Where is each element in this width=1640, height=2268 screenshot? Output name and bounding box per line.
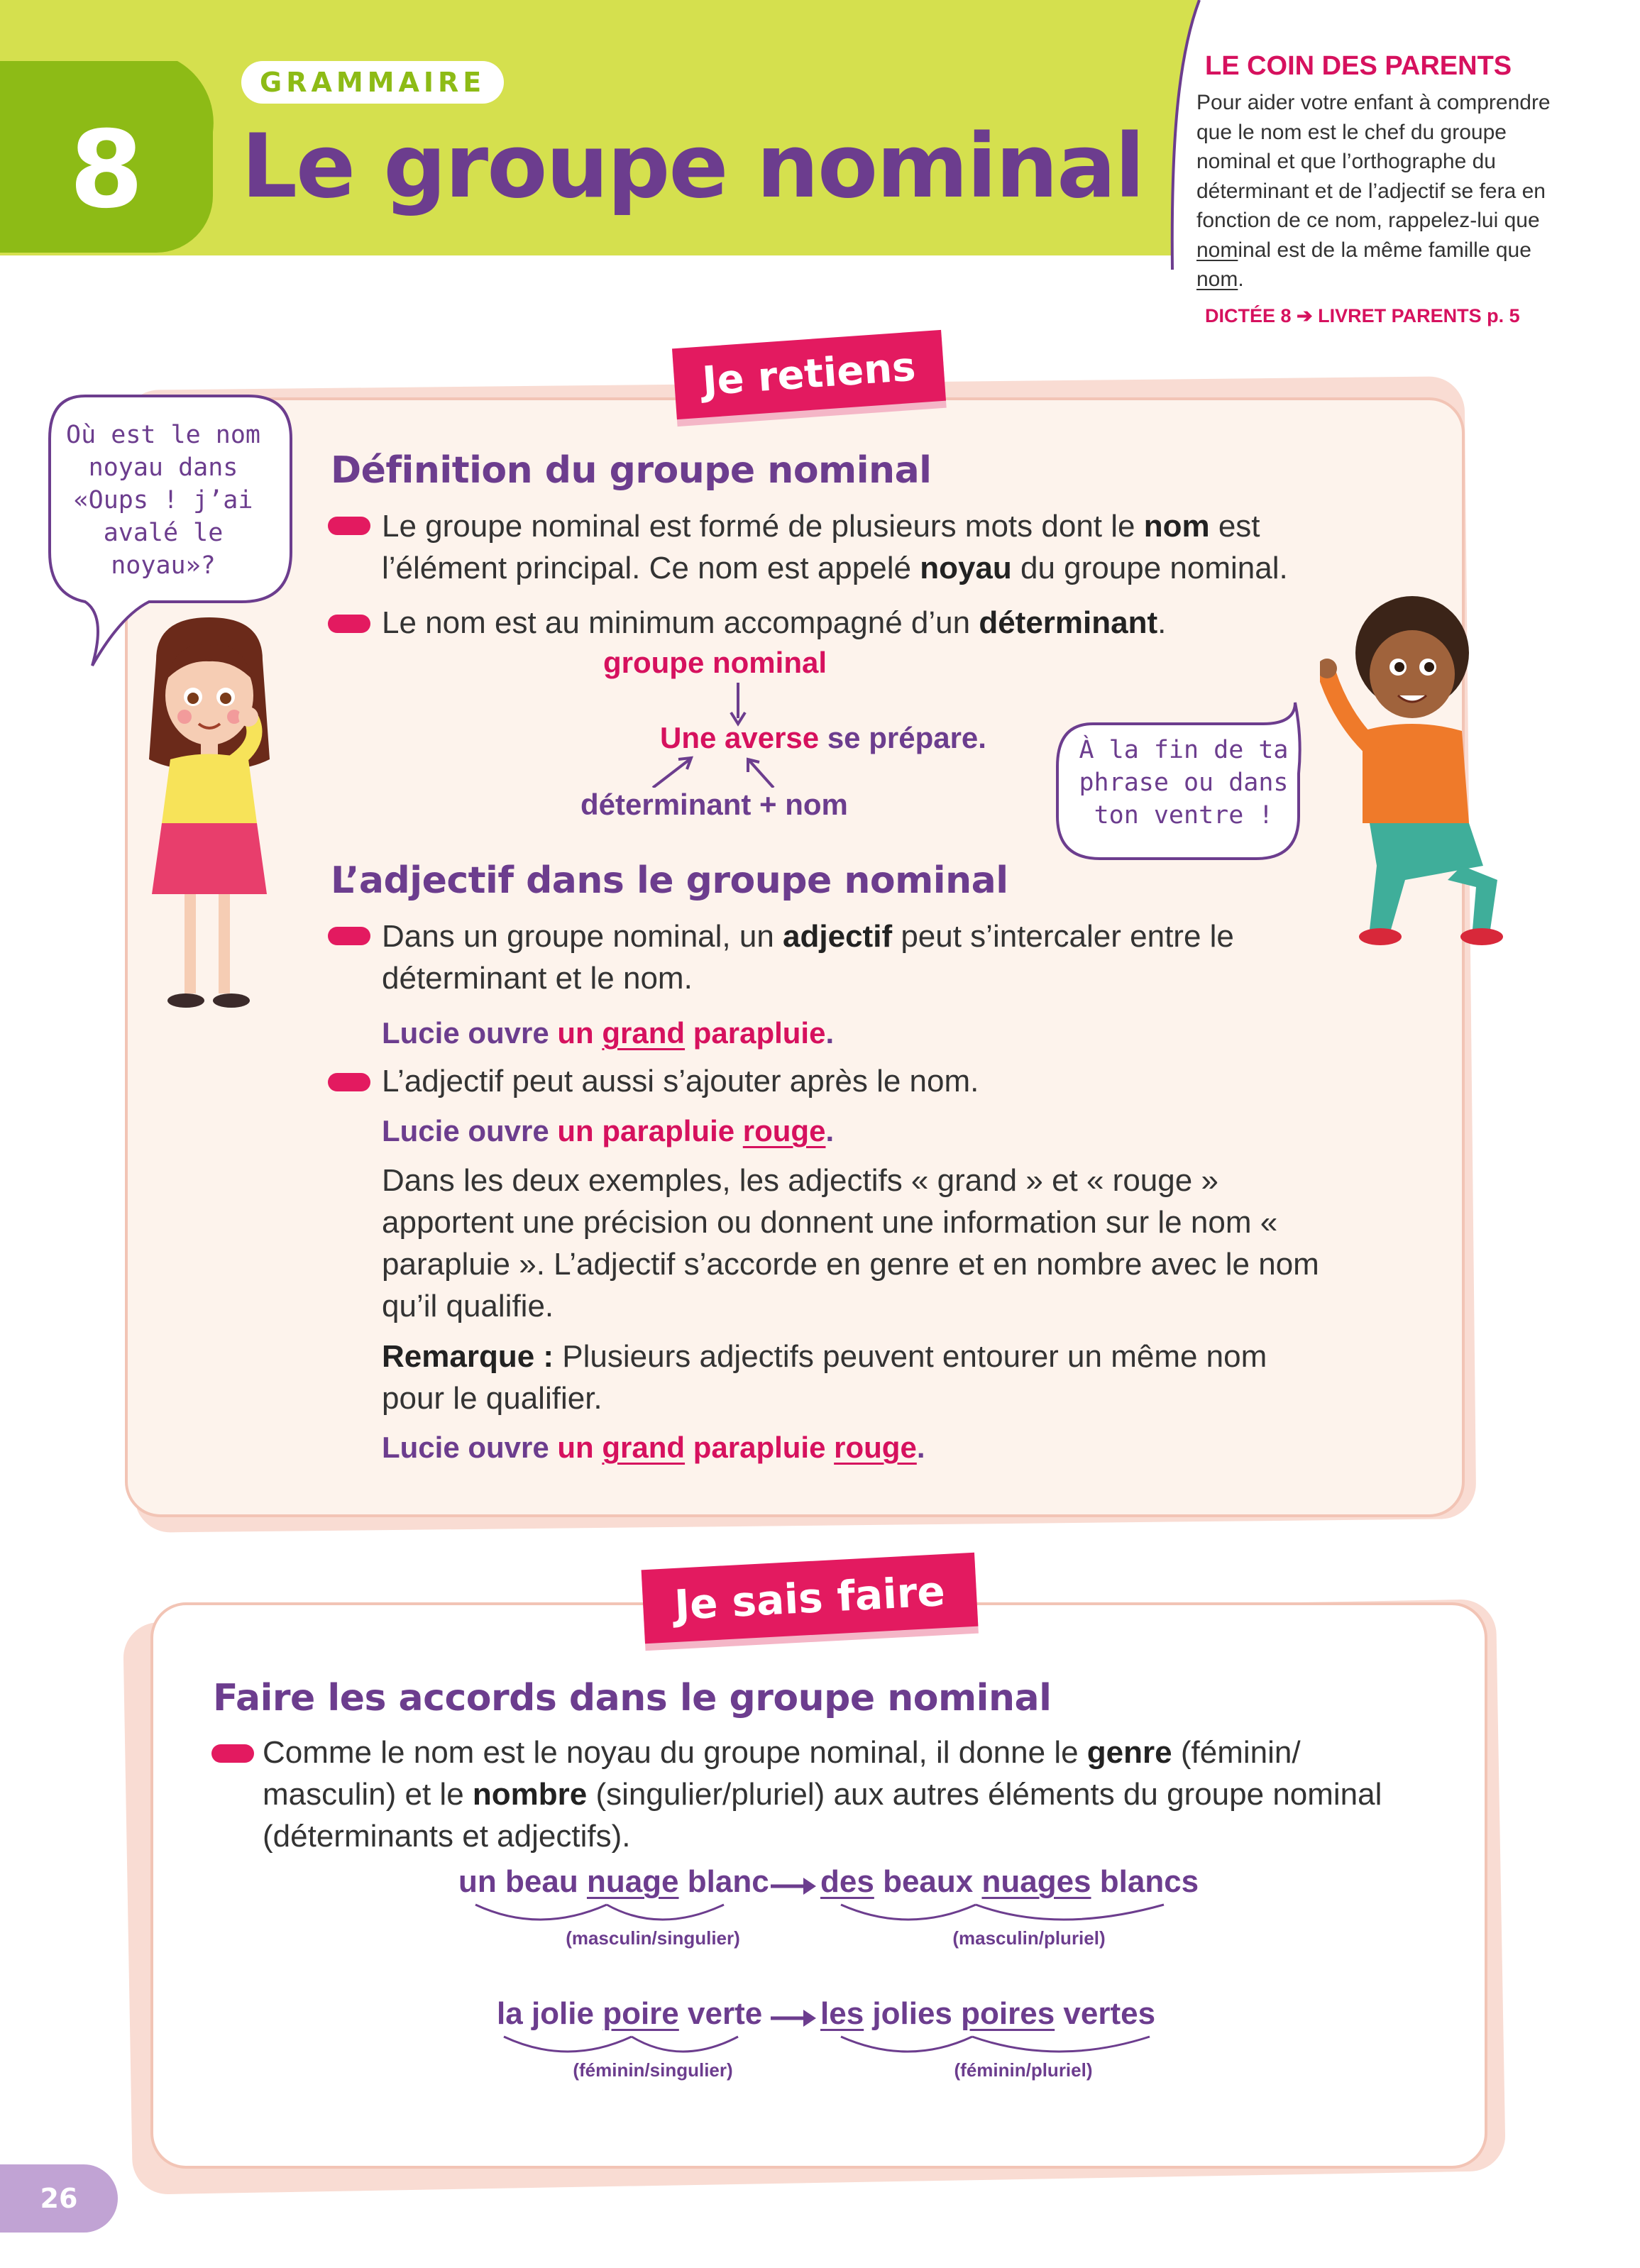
definition-bullet-1: Le groupe nominal est formé de plusieurs mots dont le nom est l’élément principal. Ce nom est appelé noyau du groupe nominal.: [382, 509, 1288, 585]
faire-ribbon: Je sais faire: [642, 1553, 979, 1644]
boy-illustration: [1320, 596, 1512, 965]
adjective-bullet-1: Dans un groupe nominal, un adjectif peut s’intercaler entre le déterminant et le nom.: [382, 919, 1234, 996]
faire-bullet-1: Comme le nom est le noyau du groupe nominal, il donne le genre (féminin/ masculin) et le nombre (singulier/pluriel) aux autres éléments du groupe nominal (déterminants et adjectifs).: [263, 1735, 1382, 1854]
diagram-sentence: Une averse se prépare.: [660, 721, 986, 754]
diagram-arrows: [610, 681, 894, 788]
example-1: Lucie ouvre un grand parapluie.: [382, 1016, 835, 1050]
subject-badge: GRAMMAIRE: [241, 61, 504, 104]
definition-title: Définition du groupe nominal: [331, 449, 932, 492]
adjective-title: L’adjectif dans le groupe nominal: [331, 859, 1008, 902]
bullet-icon: [328, 927, 370, 945]
agreement-row-1-right: des beaux nuages blancs: [820, 1864, 1199, 1899]
agreement-row-1-left: un beau nuage blanc: [458, 1864, 769, 1899]
diagram-label-determinant-nom: déterminant + nom: [580, 788, 848, 821]
bullet-icon: [328, 517, 370, 535]
faire-title: Faire les accords dans le groupe nominal: [213, 1677, 1052, 1719]
bullet-icon: [211, 1744, 254, 1763]
agreement-label-row-2-left: (féminin/singulier): [573, 2059, 733, 2081]
chapter-number: 8: [69, 109, 144, 232]
adjective-bullet-2: L’adjectif peut aussi s’ajouter après le nom.: [382, 1064, 979, 1099]
example-3: Lucie ouvre un grand parapluie rouge.: [382, 1431, 925, 1464]
agreement-label-row-1-right: (masculin/pluriel): [952, 1927, 1106, 1949]
explanation-text: Dans les deux exemples, les adjectifs « grand » et « rouge » apportent une précision ou donnent une information sur le nom « parapluie ». L’adjectif s’accorde en genre et en nombre avec le nom qu’il qualifie.: [382, 1163, 1319, 1323]
agreement-label-row-2-right: (féminin/pluriel): [954, 2059, 1093, 2081]
retiens-ribbon: Je retiens: [672, 330, 946, 419]
diagram-label-groupe-nominal: groupe nominal: [603, 646, 827, 679]
bullet-icon: [328, 615, 370, 633]
girl-illustration: [128, 617, 291, 1015]
parents-corner-reference: DICTÉE 8 ➔ LIVRET PARENTS p. 5: [1205, 305, 1520, 326]
boy-bubble-text: À la fin de ta phrase ou dans ton ventre !: [1079, 736, 1289, 830]
bullet-icon: [328, 1073, 370, 1091]
parents-corner-title: LE COIN DES PARENTS: [1205, 51, 1512, 81]
example-2: Lucie ouvre un parapluie rouge.: [382, 1114, 835, 1147]
definition-bullet-2: Le nom est au minimum accompagné d’un déterminant.: [382, 605, 1167, 640]
remark-text: Remarque : Plusieurs adjectifs peuvent entourer un même nom pour le qualifier.: [382, 1339, 1267, 1416]
agreement-label-row-1-left: (masculin/singulier): [566, 1927, 740, 1949]
page-title: Le groupe nominal: [241, 116, 1144, 218]
page-number: 26: [0, 2164, 118, 2233]
agreement-row-2-right: les jolies poires vertes: [820, 1996, 1156, 2031]
parents-corner-text: Pour aider votre enfant à comprendre que le nom est le chef du groupe nominal et que l’orthographe du déterminant et de l’adjectif se fera en fonction de ce nom, rappelez-lui que nominal est de la même famille que nom.: [1196, 91, 1551, 291]
agreement-row-2-left: la jolie poire verte: [497, 1996, 763, 2031]
girl-bubble-text: Où est le nom noyau dans «Oups ! j’ai avalé le noyau»?: [66, 421, 260, 580]
